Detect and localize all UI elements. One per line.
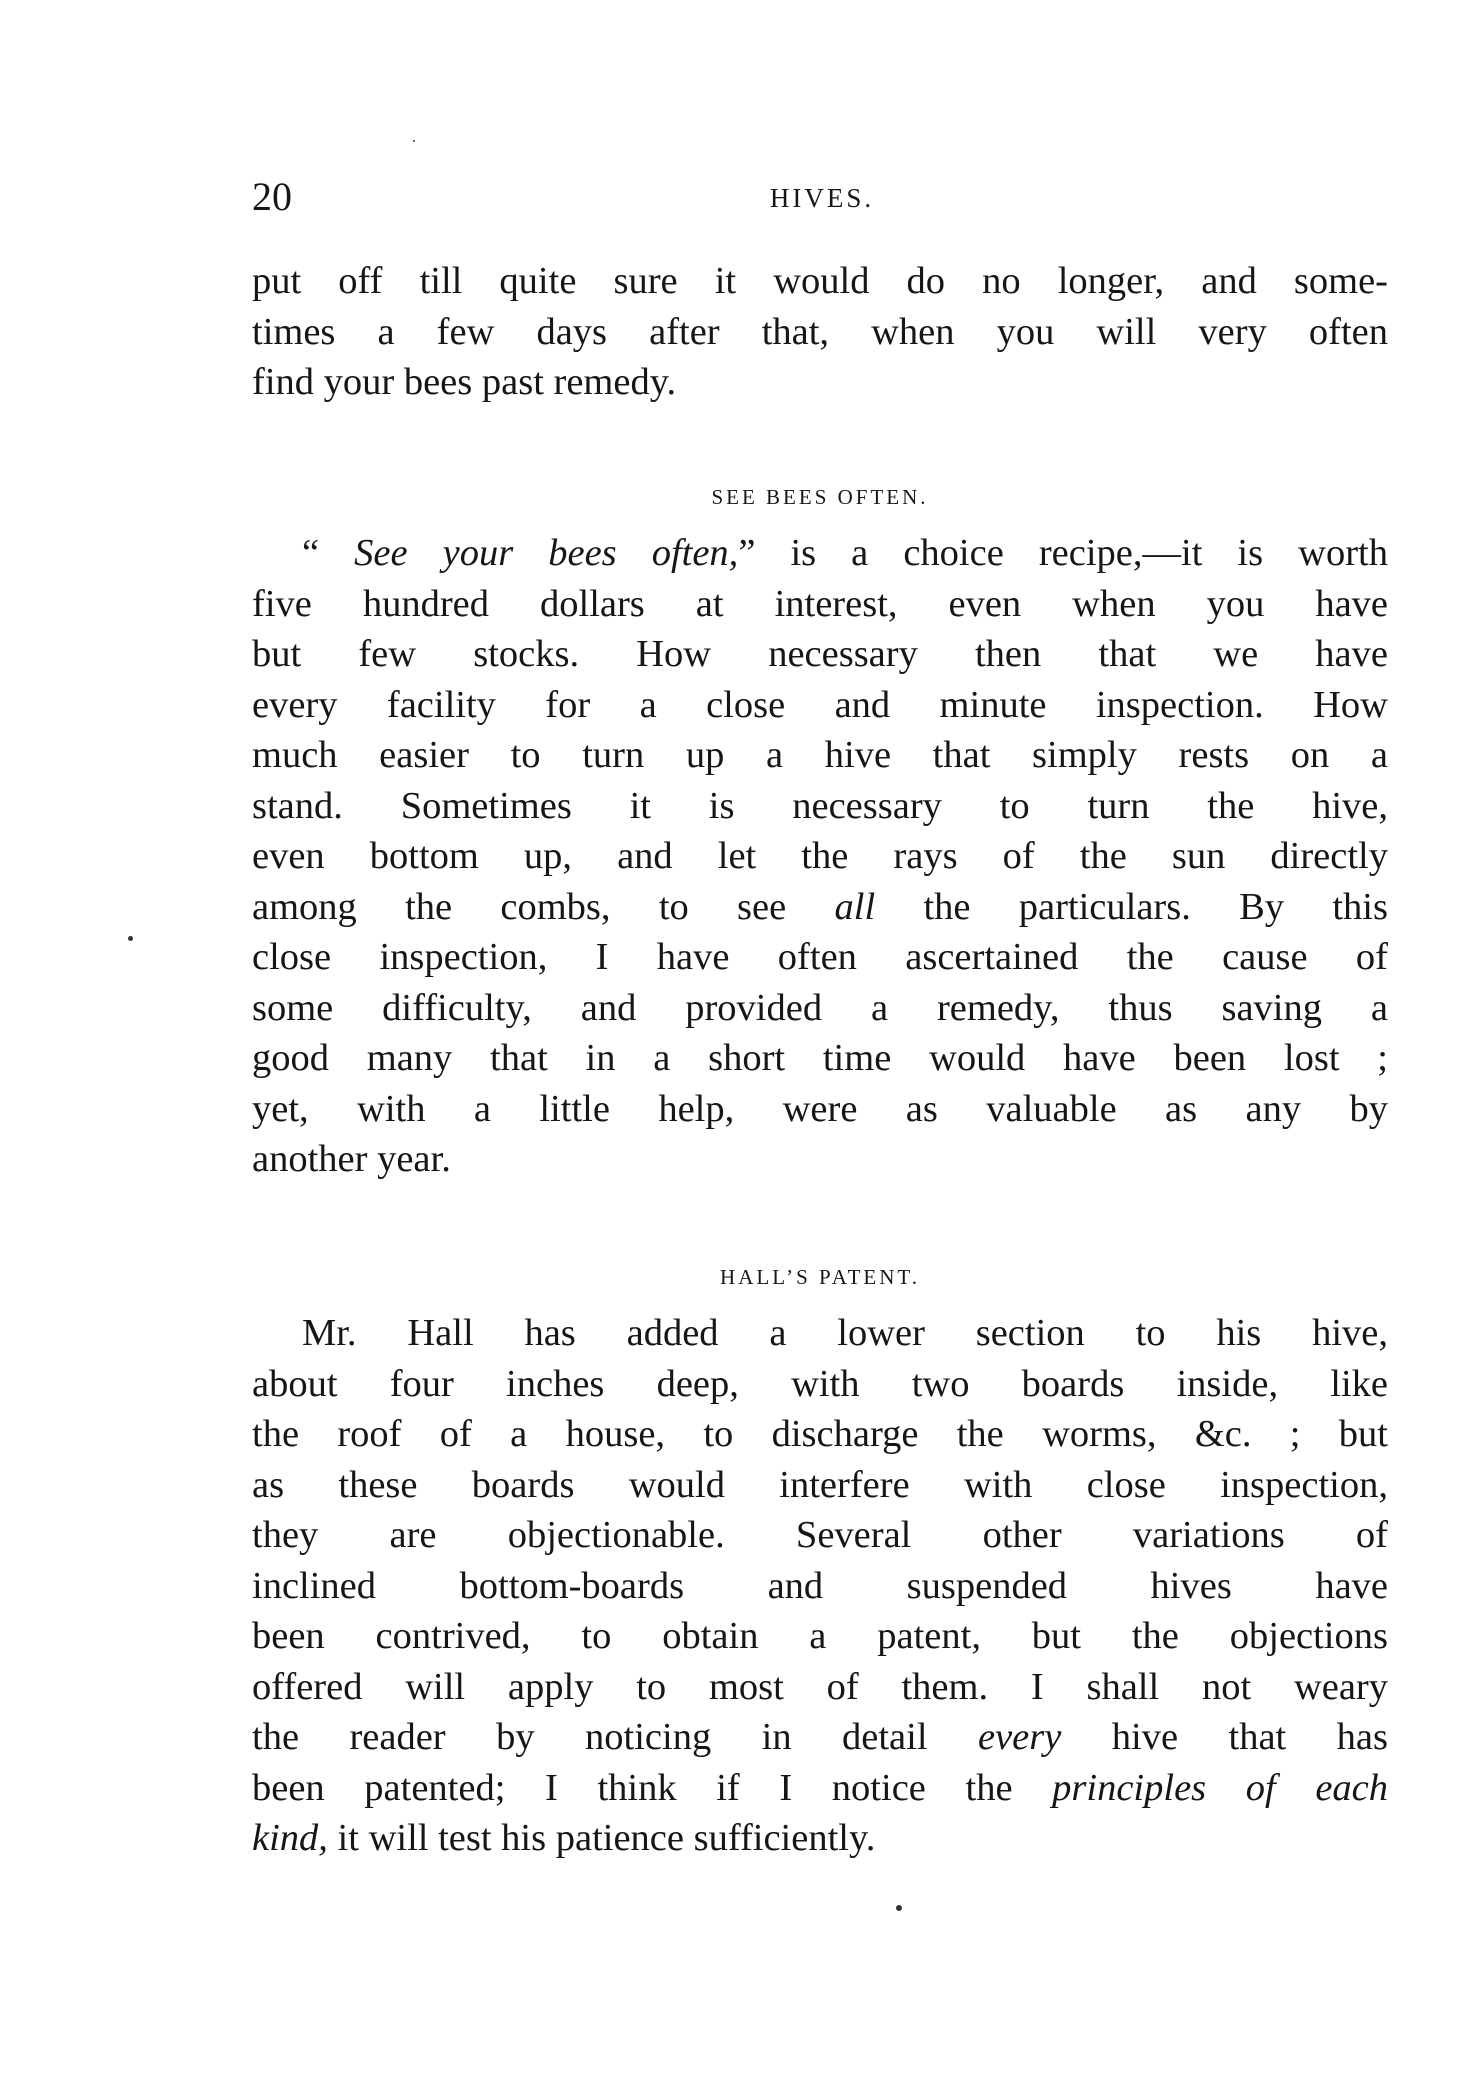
text-line: the roof of a house, to discharge the worms, &c. ; but [252, 1413, 1388, 1455]
text-line [252, 528, 1388, 579]
text-line: times a few days after that, when you will very often [252, 310, 1388, 353]
text-line: five hundred dollars at interest, even when you have [252, 582, 1388, 625]
text-run: hive that has [1061, 1716, 1388, 1758]
text-run: ” is a choice recipe,—it is worth [738, 532, 1388, 574]
running-head [252, 172, 1392, 222]
emphasis: principles of each [1052, 1766, 1389, 1809]
page-number: 20 [252, 174, 292, 219]
text-line: they are objectionable. Several other variations of [252, 1514, 1388, 1556]
scan-speck [896, 1905, 902, 1911]
emphasis: See your bees often, [354, 532, 739, 574]
running-title: HIVES. [769, 183, 875, 213]
section-heading-halls-patent: HALL’S PATENT. [720, 1265, 920, 1289]
text-line: stand. Sometimes it is necessary to turn the hive, [252, 784, 1388, 827]
text-line [252, 1763, 1388, 1814]
text-line: even bottom up, and let the rays of the sun directly [252, 835, 1388, 877]
scan-speck [413, 140, 415, 142]
text-line: close inspection, I have often ascertained the cause of [252, 936, 1388, 978]
text-run: the particulars. By this [875, 885, 1388, 928]
text-run: it will test his patience sufficiently. [327, 1817, 876, 1859]
text-line: some difficulty, and provided a remedy, thus saving a [252, 986, 1388, 1029]
emphasis: every [977, 1716, 1062, 1758]
text-line: another year. [252, 1138, 451, 1180]
text-line: offered will apply to most of them. I shall not weary [252, 1665, 1388, 1708]
emphasis: kind, [252, 1817, 328, 1859]
text-run: been patented; I think if I notice the [252, 1766, 1053, 1809]
text-line: good many that in a short time would have been lost ; [252, 1037, 1388, 1079]
text-line: been contrived, to obtain a patent, but the objections [252, 1615, 1388, 1657]
continuation-paragraph [252, 256, 1388, 408]
text-line [252, 882, 1388, 933]
text-line: yet, with a little help, were as valuable as any by [252, 1087, 1388, 1130]
section-heading-see-bees-often: SEE BEES OFTEN. [711, 485, 929, 509]
text-line: but few stocks. How necessary then that we have [252, 633, 1388, 675]
text-line: put off till quite sure it would do no longer, and some- [252, 260, 1388, 302]
text-line: about four inches deep, with two boards inside, like [252, 1362, 1388, 1405]
text-line [252, 1712, 1388, 1763]
text-line: much easier to turn up a hive that simply rests on a [252, 734, 1388, 776]
halls-patent-paragraph [252, 1308, 1388, 1864]
text-line: Mr. Hall has added a lower section to his hive, [302, 1312, 1388, 1354]
text-run: among the combs, to see [252, 885, 835, 928]
scan-speck [128, 936, 133, 941]
text-run: the reader by noticing in detail [252, 1716, 978, 1758]
text-line: find your bees past remedy. [252, 361, 677, 403]
text-line: as these boards would interfere with close inspection, [252, 1463, 1388, 1506]
emphasis: all [834, 885, 876, 928]
text-line [252, 1813, 1388, 1864]
quote-open: “ [302, 532, 355, 574]
text-line: inclined bottom-boards and suspended hives have [252, 1564, 1388, 1607]
text-line: every facility for a close and minute inspection. How [252, 683, 1388, 726]
see-bees-often-paragraph [252, 528, 1388, 1185]
